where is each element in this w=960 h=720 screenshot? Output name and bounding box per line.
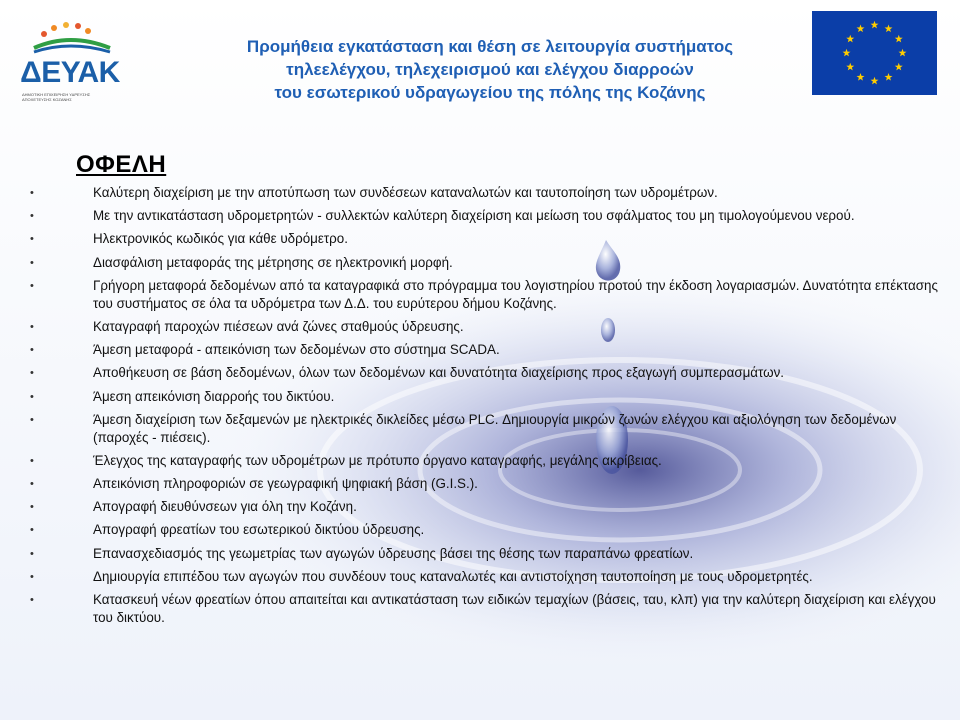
list-item	[0, 341, 960, 359]
bullet-icon: •	[30, 210, 34, 223]
list-item-text: Κατασκευή νέων φρεατίων όπου απαιτείται και αντικατάσταση των ειδικών τεμαχίων (βάσεις, ταυ, κλπ) για την καλύτερη διαχείριση και ελέγχου του δικτύου.	[93, 592, 936, 625]
bullet-icon: •	[30, 547, 34, 560]
title-line: του εσωτερικού υδραγωγείου της πόλης της Κοζάνης	[274, 83, 706, 102]
title-line: Προμήθεια εγκατάσταση και θέση σε λειτουργία συστήματος	[246, 37, 734, 56]
bullet-icon: •	[30, 187, 34, 199]
list-item-text: Έλεγχος της καταγραφής των υδρομέτρων με πρότυπο όργανο καταγραφής, μεγάλης ακρίβειας.	[93, 452, 662, 468]
list-item	[0, 184, 960, 202]
bullet-icon: •	[30, 256, 34, 269]
list-item	[0, 591, 960, 627]
list-item	[0, 364, 960, 382]
list-item	[0, 452, 960, 470]
list-item-text: Απογραφή διευθύνσεων για όλη την Κοζάνη.	[93, 499, 357, 515]
list-item-text: Ηλεκτρονικός κωδικός για κάθε υδρόμετρο.	[93, 231, 348, 247]
list-item	[0, 411, 960, 447]
list-item	[0, 498, 960, 516]
list-item-text: Άμεση διαχείριση των δεξαμενών με ηλεκτρικές δικλείδες μέσω PLC. Δημιουργία μικρών ζωνών ελέγχου και αξιολόγηση των δεδομένων (παροχές - πιέσεις).	[93, 411, 897, 445]
benefits-list	[0, 184, 960, 632]
list-item	[0, 230, 960, 248]
bullet-icon: •	[30, 344, 34, 357]
list-item-text: Δημιουργία επιπέδου των αγωγών που συνδέουν τους καταναλωτές και αντιστοίχηση ταυτοποίηση με τους υδρομετρητές.	[93, 568, 813, 584]
bullet-icon: •	[30, 454, 34, 467]
title-line: τηλεελέγχου, τηλεχειρισμού και ελέγχου διαρροών	[286, 60, 694, 79]
bullet-icon: •	[30, 413, 34, 426]
list-item	[0, 475, 960, 493]
list-item-text: Καλύτερη διαχείριση με την αποτύπωση των συνδέσεων καταναλωτών και ταυτοποίηση των υδρομέτρων.	[93, 185, 718, 200]
list-item-text: Αποθήκευση σε βάση δεδομένων, όλων των δεδομένων και δυνατότητα διαχείρισης προς εξαγωγή συμπερασμάτων.	[93, 365, 785, 381]
list-item	[0, 318, 960, 336]
list-item-text: Με την αντικατάσταση υδρομετρητών - συλλεκτών καλύτερη διαχείριση και μείωση του σφάλματος του μη τιμολογούμενου νερού.	[93, 208, 855, 224]
section-title: ΟΦΕΛΗ	[76, 151, 167, 178]
list-item	[0, 277, 960, 313]
list-item-text: Άμεση μεταφορά - απεικόνιση των δεδομένων στο σύστημα SCADA.	[93, 342, 500, 358]
page-title	[170, 35, 810, 104]
logo-waves-icon	[14, 18, 126, 58]
list-item	[0, 521, 960, 539]
list-item-text: Γρήγορη μεταφορά δεδομένων από τα καταγραφικά στο πρόγραμμα του λογιστηρίου προτού την έκδοση λογαριασμών. Δυνατότητα επέκτασης του συστήματος σε όλα τα υδρόμετρα των Δ.Δ. του ευρύτερου δήμου Κοζάνης.	[93, 277, 938, 311]
bullet-icon: •	[30, 367, 34, 380]
list-item-text: Απογραφή φρεατίων του εσωτερικού δικτύου ύδρευσης.	[93, 522, 425, 538]
list-item	[0, 545, 960, 563]
list-item	[0, 388, 960, 406]
bullet-icon: •	[30, 320, 34, 333]
bullet-icon: •	[30, 501, 34, 514]
list-item-text: Επανασχεδιασμός της γεωμετρίας των αγωγών ύδρευσης βάσει της θέσης των παραπάνω φρεατίων.	[93, 545, 694, 561]
list-item-text: Καταγραφή παροχών πιέσεων ανά ζώνες σταθμούς ύδρευσης.	[93, 318, 464, 334]
list-item-text: Διασφάλιση μεταφοράς της μέτρησης σε ηλεκτρονική μορφή.	[93, 254, 453, 270]
list-item	[0, 254, 960, 272]
logo-subtitle: ΔΗΜΟΤΙΚΗ ΕΠΙΧΕΙΡΗΣΗ ΥΔΡΕΥΣΗΣ ΑΠΟΧΕΤΕΥΣΗΣ ΚΟΖΑΝΗΣ	[22, 92, 91, 102]
list-item	[0, 207, 960, 225]
bullet-icon: •	[30, 390, 34, 403]
list-item-text: Άμεση απεικόνιση διαρροής του δικτύου.	[93, 388, 335, 404]
bullet-icon: •	[30, 594, 34, 606]
bullet-icon: •	[30, 570, 34, 583]
list-item-text: Απεικόνιση πληροφοριών σε γεωγραφική ψηφιακή βάση (G.I.S.).	[93, 476, 478, 492]
bullet-icon: •	[30, 478, 34, 491]
bullet-icon: •	[30, 233, 34, 246]
bullet-icon: •	[30, 279, 34, 292]
deyak-logo	[14, 18, 126, 110]
list-item	[0, 568, 960, 586]
logo-text: ΔΕΥΑΚ	[20, 56, 120, 89]
eu-flag-icon	[812, 11, 937, 95]
bullet-icon: •	[30, 524, 34, 537]
